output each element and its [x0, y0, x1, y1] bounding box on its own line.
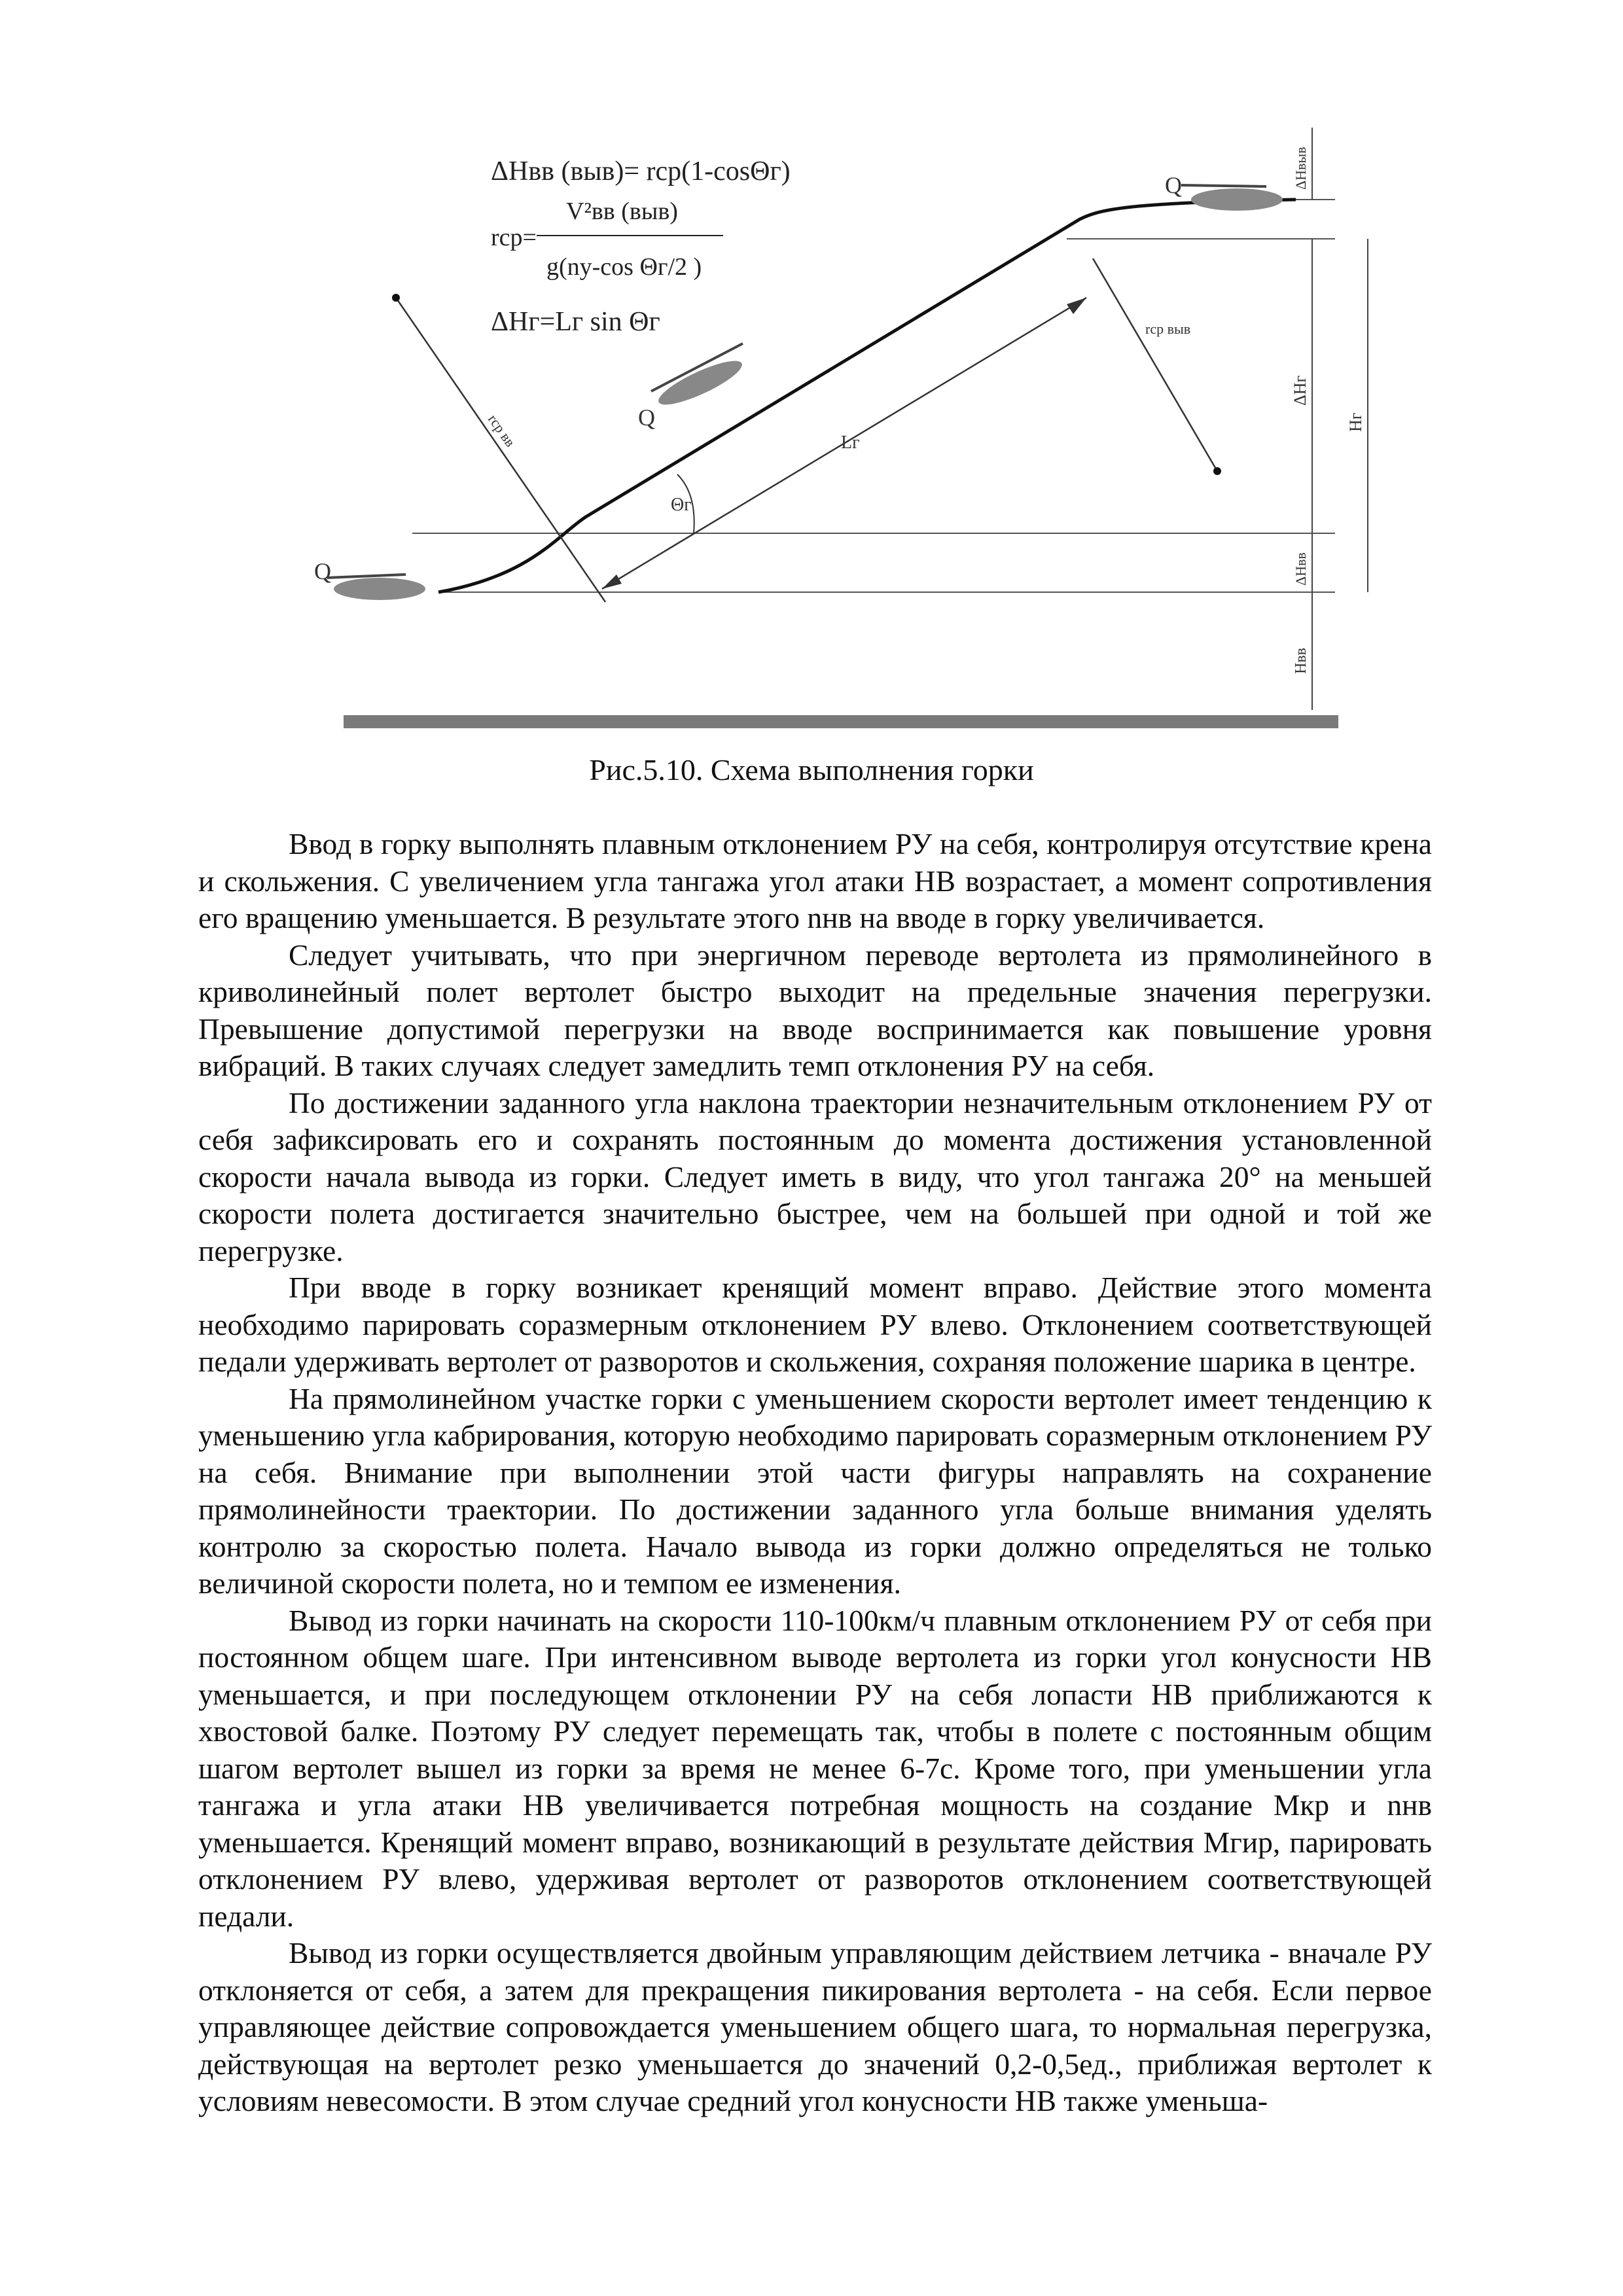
exit-radius-line — [1093, 258, 1217, 471]
paragraph-1: Ввод в горку выполнять плавным отклонением РУ на себя, контролируя отсутствие крена и скольжения. С увеличением угла тангажа угол атаки НВ возрастает, а момент сопротивления его вращению уменьшается. В результате этого nнв на вводе в горку увеличивается. — [198, 827, 1432, 934]
formula-radius-label: rср= — [491, 224, 537, 251]
length-arrow-head-a — [602, 574, 622, 589]
label-dh-climb: ΔHг — [1291, 375, 1310, 406]
paragraph-4: При вводе в горку возникает кренящий момент вправо. Действие этого момента необходимо парировать соразмерным отклонением РУ влево. Отклонением соответствующей педали удерживать вертолет от разворотов и скольжения, сохраняя положение шарика в центре. — [198, 1271, 1432, 1378]
label-radius-entry: rср вв — [484, 411, 519, 450]
label-h-total: Hг — [1346, 412, 1365, 432]
label-q-climb: Q — [638, 404, 655, 431]
formula-delta-h-entry: ΔHвв (выв)= rср(1-cosΘг) — [491, 156, 791, 186]
entry-radius-line — [396, 298, 605, 602]
label-h-entry: Hвв — [1293, 648, 1310, 674]
label-radius-exit: rср выв — [1145, 321, 1191, 337]
label-q-entry: Q — [314, 558, 331, 584]
entry-radius-center — [392, 294, 400, 302]
paragraph-3: По достижении заданного угла наклона траектории незначительным отклонением РУ от себя зафиксировать его и сохранять постоянным до момента достижения установленной скорости начала вывода из горки. Следует иметь в виду, что угол тангажа 20° на меньшей скорости полета достигается значительно быстрее, чем на большей при одной и той же перегрузке. — [198, 1086, 1432, 1267]
label-dh-entry: ΔHвв — [1293, 552, 1309, 586]
length-arrow-head-b — [1067, 298, 1086, 314]
label-angle: Θг — [671, 495, 692, 515]
formula-delta-h-climb: ΔHг=Lг sin Θг — [491, 307, 660, 337]
helicopter-climb — [651, 344, 747, 412]
hill-maneuver-diagram — [314, 118, 1374, 752]
paragraph-7: Вывод из горки осуществляется двойным управляющим действием летчика - вначале РУ отклоняется от себя, а затем для прекращения пикирования вертолета - на себя. Если первое управляющее действие сопровождается уменьшением общего шага, то нормальная перегрузка, действующая на вертолет резко уменьшается до значений 0,2-0,5ед., приближая вертолет к условиям невесомости. В этом случае средний угол конусности НВ также уменьша- — [198, 1936, 1432, 2117]
figure-caption: Рис.5.10. Схема выполнения горки — [589, 753, 1034, 786]
label-dh-exit: ΔHвыв — [1293, 147, 1309, 190]
body-text — [198, 826, 1432, 2120]
formula-radius-numerator: V²вв (выв) — [566, 198, 678, 225]
paragraph-5: На прямолинейном участке горки с уменьшением скорости вертолет имеет тенденцию к уменьшению угла кабрирования, которую необходимо парировать соразмерным отклонением РУ на себя. Внимание при выполнении этой части фигуры направлять на сохранение прямолинейности траектории. По достижении заданного угла больше внимания уделять контролю за скоростью полета. Начало вывода из горки должно определяться не только величиной скорости полета, но и темпом ее изменения. — [198, 1381, 1432, 1600]
label-q-exit: Q — [1165, 172, 1182, 198]
ground-strip — [344, 715, 1338, 728]
paragraph-2: Следует учитывать, что при энергичном переводе вертолета из прямолинейного в криволинейный полет вертолет быстро выходит на предельные значения перегрузки. Превышение допустимой перегрузки на вводе воспринимается как повышение уровня вибраций. В таких случаях следует замедлить темп отклонения РУ на себя. — [198, 938, 1432, 1082]
label-length: Lг — [841, 433, 860, 453]
formula-radius-denominator: g(ny-cos Θг/2 ) — [546, 253, 702, 281]
helicopter-entry — [327, 574, 425, 600]
exit-radius-center — [1213, 467, 1221, 475]
paragraph-6: Вывод из горки начинать на скорости 110-100км/ч плавным отклонением РУ от себя при постоянном общем шаге. При интенсивном выводе вертолета из горки угол конусности НВ уменьшается, и при последующем отклонении РУ на себя лопасти НВ приближаются к хвостовой балке. Поэтому РУ следует перемещать так, чтобы в полете с постоянным общим шагом вертолет вышел из горки за время не менее 6-7с. Кроме того, при уменьшении угла тангажа и угла атаки НВ увеличивается потребная мощность на создание Мкр и nнв уменьшается. Кренящий момент вправо, возникающий в результате действия Мгир, парировать отклонением РУ влево, удерживая вертолет от разворотов отклонением соответствующей педали. — [198, 1603, 1432, 1933]
helicopter-exit — [1181, 185, 1283, 211]
